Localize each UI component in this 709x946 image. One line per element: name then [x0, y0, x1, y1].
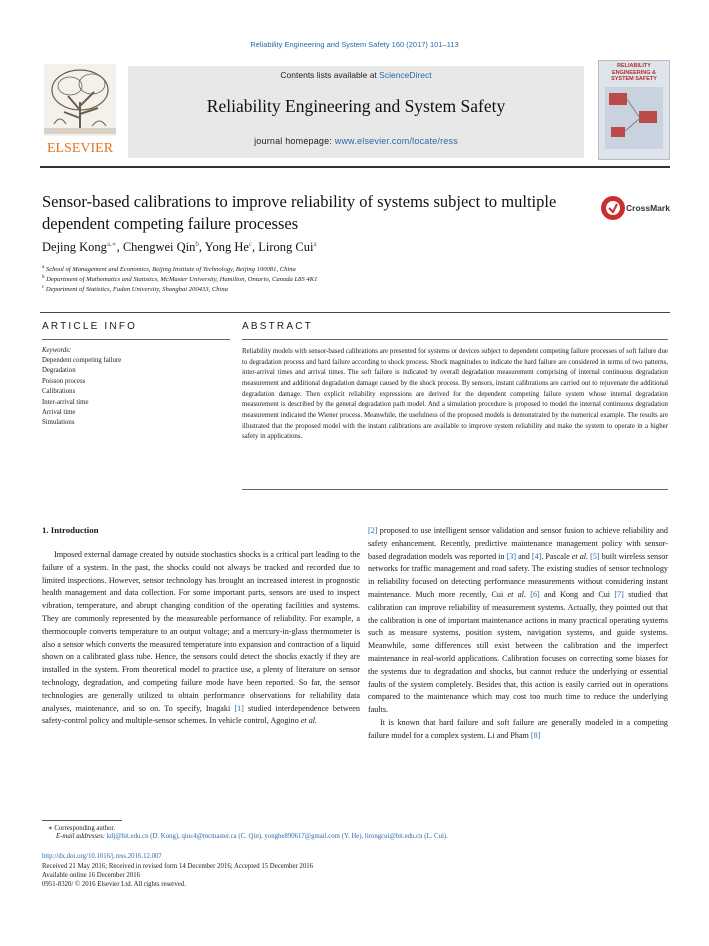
citation-link[interactable]: [6] — [530, 589, 540, 599]
homepage-line — [128, 136, 584, 146]
keyword: Simulations — [42, 419, 75, 427]
paragraph-text: studied interdependence between safety-control policy and multiple-sensor schemes. In vehicle control, Agogino — [42, 703, 360, 726]
homepage-link[interactable]: www.elsevier.com/locate/ress — [334, 136, 458, 146]
body-column-right — [368, 525, 668, 743]
paragraph-text: et al. — [507, 589, 526, 599]
email-addresses — [56, 833, 448, 840]
paragraph-text: Imposed external damage created by outside stochastics shocks is a critical part leading to the failure of a system. In the past, the shocks could not always be tracked and recorded due to limited inspections. However, sensor technology has brought an increased interest in prognostic health management and data collection. For some important parts, sensors are used to inspect vibration, temperature, and abrupt changing condition of the operating facilities and systems. They are commonly represented by the measureable performance of reliability. For example, a thermocouple converts temperature to an output voltage; and a mercury-in-glass thermometer is also a sensor which converts the measured temperature into expansion and contraction of a liquid shown on a calibrated glass tube. Hence, the sensors could detect the shocks exactly if they are installed in the system. From theoretical model to practice use, a plenty of literature on sensor technology, degradation, and competing failure mode have been reported. So far, the sensor technologies are generally utilized to obtain performance observations for reliability data analyses, maintenance, and so on. To specify, Inagaki — [42, 550, 360, 713]
article-title: Sensor-based calibrations to improve reliability of systems subject to multiple dependent competing failure processes — [42, 192, 557, 233]
abstract-heading: ABSTRACT — [242, 321, 313, 332]
email-label: E-mail addresses: — [56, 833, 106, 840]
author-affil-sup[interactable]: c — [248, 240, 253, 248]
paragraph-text: et al. — [300, 716, 318, 726]
keyword: Inter-arrival time — [42, 398, 89, 406]
contents-prefix: Contents lists available at — [280, 70, 380, 80]
citation-link[interactable]: [5] — [590, 551, 600, 561]
section-rule — [40, 312, 670, 313]
paragraph-text: and — [516, 551, 532, 561]
corresponding-author-note: ∗ Corresponding author. — [48, 825, 116, 832]
author-name[interactable]: Lirong Cui — [258, 240, 314, 255]
citation-link[interactable]: [8] — [530, 730, 541, 740]
affiliation-sup: c — [42, 285, 45, 290]
paragraph-text: et al. — [571, 551, 589, 561]
online-date: Available online 16 December 2016 — [42, 872, 141, 879]
author-name[interactable]: Yong He — [204, 240, 249, 255]
journal-cover-title: RELIABILITY ENGINEERING & SYSTEM SAFETY — [611, 63, 657, 82]
paragraph-text: built wireless sensor networks for traffic management and road safety. The existing studies of sensor technology in reliability focused on detecting performance measurements without considering instant maintenance. Much more recently, Cui — [368, 551, 668, 599]
abstract-body: Reliability models with sensor-based calibrations are presented for systems or devices subject to dependent competing failure processes of soft failure due to degradation process and hard failure according to shock process. Shock magnitudes to indicate the hard failure are considered in terms of two patterns, inter-arrival times and arrival times. The soft failure is indicated by overall degradation measurement comprising of internal continuous degradation measurement and additional degradation damage caused by the shock process. By sensors, instant calibrations are carried out to rejuvenate the additional degradation damage. Then explicit reliability expressions are derived for the dependent competing failure system whose internal degradation measurement is described by the general degradation path model. And a simulation procedure is proposed to model the internal continuous degradation measurement indicated the Wiener process. Meanwhile, the usefulness of the proposed models is demonstrated by the numerical example. The results are illustrated that the proposed model with the instant calibrations are available to improve system reliability and make the system to operate in a higher safety in applications. — [242, 348, 668, 441]
paragraph — [42, 549, 360, 728]
author-affil-sup[interactable]: b — [195, 240, 199, 248]
paragraph-text: . Pascale — [541, 551, 572, 561]
paragraph-text: and Kong and Cui — [539, 589, 615, 599]
paragraph-text: studied that calibration can improve reliability of measurement systems. Actually, they pointed out that the calibration is one of important maintenance actions in many practical operating systems such as measure systems, position system, navigation systems, and guide systems. Meanwhile, some differences still exist between the calibration and the imperfect maintenance in real-world applications. Calibration focuses on correcting some biases for the systems due to degradation and shocks, but cannot reduce the underlying or essential faults of the system completely. Besides that, this action is easily carried out in operations compared to the maintenance which may cost too much time to reduce the underlying faults. — [368, 589, 668, 715]
paragraph-text: It is known that hard failure and soft failure are generally modeled in a competing failure model for a complex system. Li and Pham — [368, 717, 668, 740]
keyword-list — [42, 356, 121, 429]
article-info-rule — [42, 339, 230, 340]
doi-link[interactable]: http://dx.doi.org/10.1016/j.ress.2016.12.007 — [42, 853, 162, 860]
citation-link[interactable]: [7] — [614, 589, 624, 599]
footnote-rule — [42, 820, 122, 821]
affiliation — [42, 285, 228, 293]
author-affil-sup[interactable]: a,∗ — [106, 240, 117, 248]
affiliation — [42, 265, 296, 273]
citation-link[interactable]: [4] — [531, 551, 542, 561]
author-name[interactable]: Chengwei Qin — [122, 240, 196, 255]
paragraph — [368, 525, 668, 717]
author-list: Dejing Kong$^{a,∗}$, Chengwei Qin$^b$, Yong He$^c$, Lirong Cui$^a$ — [42, 240, 317, 255]
keyword: Degradation — [42, 367, 76, 375]
paragraph — [368, 717, 668, 743]
author-name[interactable]: Dejing Kong — [42, 240, 107, 255]
header-rule — [40, 166, 670, 168]
citation-link[interactable]: [2] — [368, 526, 378, 535]
keyword: Arrival time — [42, 409, 76, 417]
sciencedirect-link[interactable]: ScienceDirect — [379, 70, 432, 80]
email-links[interactable]: kdj@bit.edu.cn (D. Kong), qinc4@mcmaster.ca (C. Qin), yonghe890617@gmail.com (Y. He), lirongcui@bit.edu.cn (L. Cui). — [106, 833, 448, 840]
author-affil-sup[interactable]: a — [313, 240, 317, 248]
affiliation-text: Department of Mathematics and Statistics, McMaster University, Hamilton, Ontario, Canada L8S 4K1 — [46, 276, 318, 284]
affiliation-sup: a — [42, 265, 45, 270]
body-column-left — [42, 549, 360, 728]
received-dates: Received 21 May 2016; Received in revised form 14 December 2016; Accepted 15 December 2016 — [42, 863, 314, 870]
elsevier-logo — [40, 62, 120, 158]
crossmark-label[interactable]: CrossMark — [626, 203, 670, 213]
homepage-label: journal homepage: — [254, 136, 335, 146]
affiliation-text: Department of Statistics, Fudan University, Shanghai 200433, China — [45, 286, 228, 294]
affiliation — [42, 275, 317, 283]
crossmark-icon — [600, 195, 626, 221]
journal-title: Reliability Engineering and System Safety — [206, 96, 506, 116]
article-info-heading: ARTICLE INFO — [42, 321, 138, 332]
keyword: Calibrations — [42, 388, 76, 396]
publisher-name: ELSEVIER — [46, 141, 114, 156]
paragraph-text: proposed to use intelligent sensor validation and sensor fusion to achieve reliability and safety enhancement. Recently, predictive maintenance management policy with sensor-based degradation models was reported in — [368, 526, 668, 561]
keyword: Poisson process — [42, 377, 86, 385]
citation-link[interactable]: [3] — [506, 551, 517, 561]
copyright-line: 0951-8320/ © 2016 Elsevier Ltd. All rights reserved. — [42, 881, 186, 888]
keywords-label: Keywords: — [42, 347, 72, 354]
journal-reference[interactable]: Reliability Engineering and System Safety 160 (2017) 101–113 — [250, 40, 459, 49]
keyword: Dependent competing failure — [42, 357, 122, 364]
abstract-bottom-rule — [242, 489, 668, 490]
abstract-rule — [242, 339, 668, 340]
affiliation-sup: b — [42, 275, 45, 280]
section-heading-introduction: 1. Introduction — [42, 525, 99, 535]
contents-line — [128, 70, 584, 80]
affiliation-text: School of Management and Economics, Beijing Institute of Technology, Beijing 100081, China — [45, 266, 296, 274]
citation-link[interactable]: [1] — [234, 703, 244, 713]
